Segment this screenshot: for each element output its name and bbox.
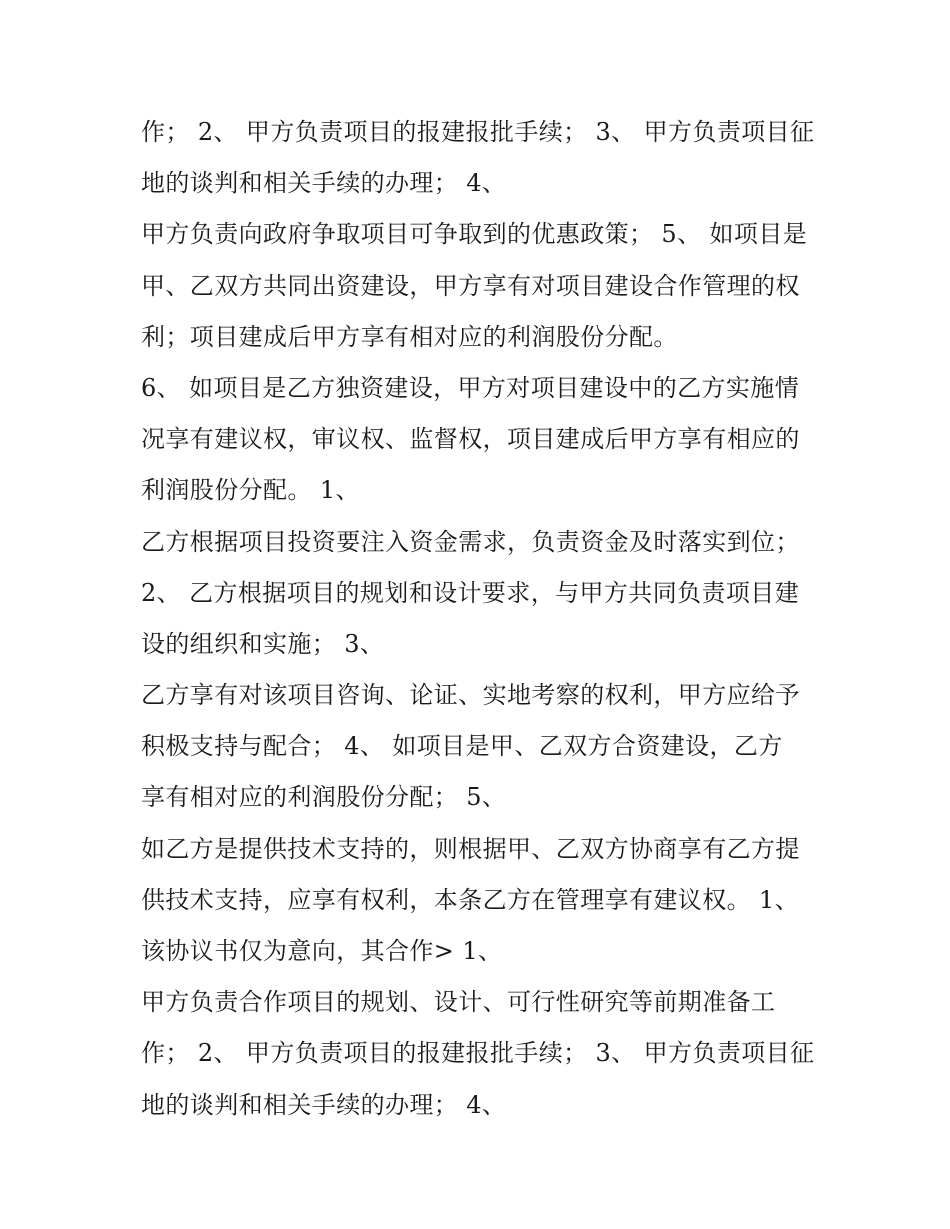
document-body [141, 107, 821, 1131]
text-line: 6、 如项目是乙方独资建设，甲方对项目建设中的乙方实施情 [141, 373, 800, 402]
text-line: 作； 2、 甲方负责项目的报建报批手续； 3、 甲方负责项目征 [141, 118, 815, 146]
text-line: 甲方负责合作项目的规划、设计、可行性研究等前期准备工 [141, 988, 776, 1017]
text-line: 作； 2、 甲方负责项目的报建报批手续； 3、 甲方负责项目征 [141, 1039, 815, 1068]
text-line: 地的谈判和相关手续的办理； 4、 [141, 169, 507, 198]
text-line: 如乙方是提供技术支持的，则根据甲、乙双方协商享有乙方提 [141, 834, 800, 863]
text-line: 积极支持与配合； 4、 如项目是甲、乙双方合资建设，乙方 [141, 732, 783, 761]
text-line: 况享有建议权，审议权、监督权，项目建成后甲方享有相应的 [141, 425, 800, 454]
text-line: 享有相对应的利润股份分配； 5、 [141, 783, 507, 812]
text-line: 利润股份分配。 1、 [141, 476, 360, 505]
text-line: 利；项目建成后甲方享有相对应的利润股份分配。 [141, 322, 678, 351]
text-line: 乙方享有对该项目咨询、论证、实地考察的权利，甲方应给予 [141, 681, 800, 710]
text-line: 供技术支持，应享有权利，本条乙方在管理享有建议权。 1、 [141, 885, 800, 914]
text-line: 甲方负责向政府争取项目可争取到的优惠政策； 5、 如项目是 [141, 220, 808, 249]
text-line: 该协议书仅为意向，其合作> 1、 [141, 937, 503, 965]
text-line: 设的组织和实施； 3、 [141, 629, 385, 658]
text-line: 2、 乙方根据项目的规划和设计要求，与甲方共同负责项目建 [141, 578, 800, 607]
text-line: 地的谈判和相关手续的办理； 4、 [141, 1090, 507, 1119]
text-line: 甲、乙双方共同出资建设，甲方享有对项目建设合作管理的权 [141, 271, 800, 300]
text-line: 乙方根据项目投资要注入资金需求，负责资金及时落实到位； [141, 527, 800, 556]
